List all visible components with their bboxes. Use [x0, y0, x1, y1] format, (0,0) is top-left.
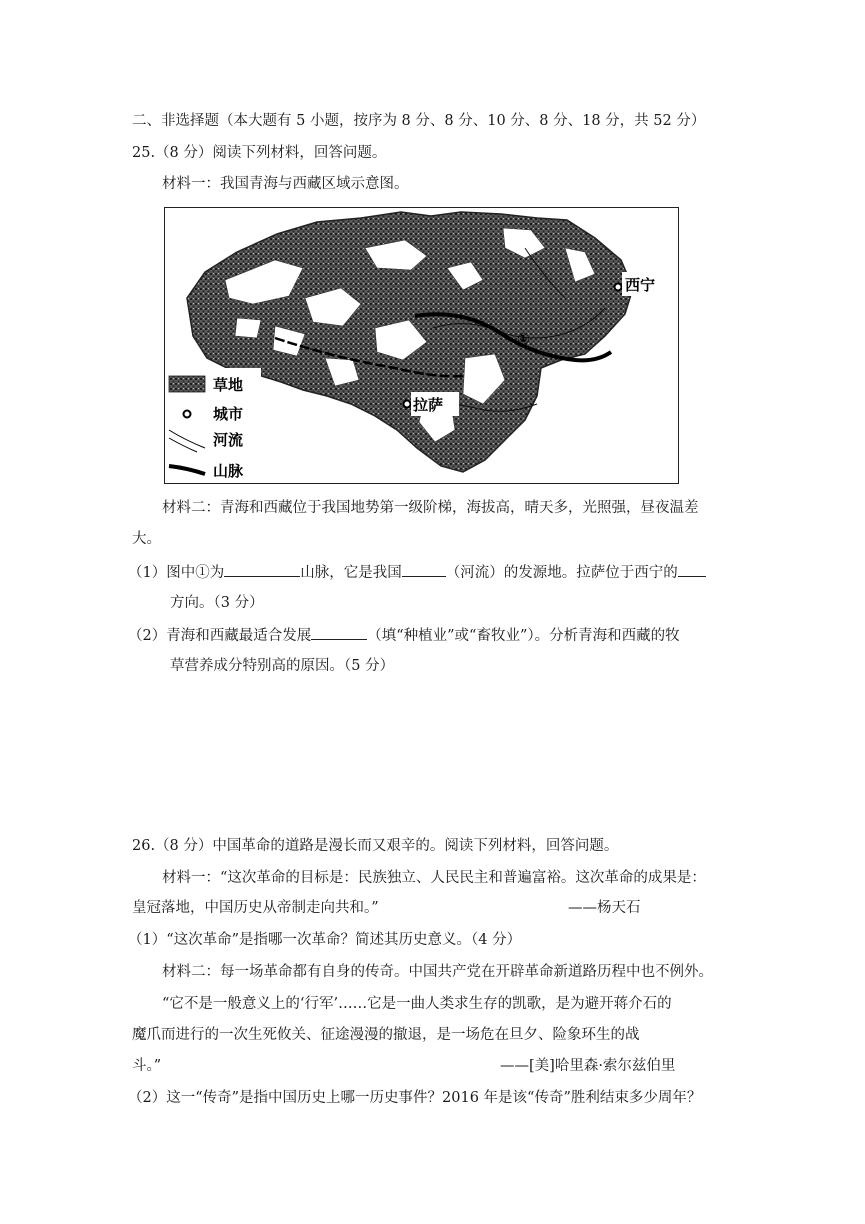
answer-blank-river[interactable]	[402, 562, 446, 577]
answer-blank-industry[interactable]	[311, 625, 367, 640]
q25-title: 25.（8 分）阅读下列材料，回答问题。	[132, 145, 387, 161]
answer-blank-mountain[interactable]	[224, 562, 300, 577]
qinghai-tibet-map	[164, 207, 679, 484]
q26-quote-source: ——[美]哈里森·索尔兹伯里	[500, 1058, 676, 1074]
section-heading: 二、非选择题（本大题有 5 小题，按序为 8 分、8 分、10 分、8 分、18 分，共 52 分）	[132, 113, 706, 129]
q25-sub1-line2: 方向。（3 分）	[170, 595, 264, 611]
legend-river-label: 河流	[213, 431, 244, 449]
answer-blank-direction[interactable]	[678, 562, 706, 577]
q26-sub2: （2）这一“传奇”是指中国历史上哪一历史事件？2016 年是该“传奇”胜利结束多少周年？	[128, 1090, 702, 1106]
lhasa-label: 拉萨	[413, 396, 444, 414]
q26-quote-line2: 魔爪而进行的一次生死攸关、征途漫漫的撤退，是一场危在旦夕、险象环生的战	[132, 1027, 640, 1043]
marker-1-label: ①	[517, 330, 530, 348]
q26-sub1: （1）“这次革命”是指哪一次革命？简述其历史意义。（4 分）	[128, 932, 522, 948]
city-dot-icon	[184, 411, 191, 418]
lhasa-city-dot	[404, 401, 411, 408]
q25-sub2-line2: 草营养成分特别高的原因。（5 分）	[170, 658, 395, 674]
grassland-swatch	[169, 376, 205, 392]
q25-sub2-line1: （2）青海和西藏最适合发展 （填“种植业”或“畜牧业”）。分析青海和西藏的牧	[128, 625, 680, 646]
xining-label: 西宁	[625, 276, 656, 294]
q26-material1-line1: 材料一：“这次革命的目标是：民族独立、人民民主和普遍富裕。这次革命的成果是：	[162, 870, 706, 886]
q26-material2-line1: 材料二：每一场革命都有自身的传奇。中国共产党在开辟革命新道路历程中也不例外。	[162, 964, 713, 980]
map-legend	[165, 368, 261, 483]
q25-material2-line1: 材料二：青海和西藏位于我国地势第一级阶梯，海拔高，晴天多，光照强，昼夜温差	[162, 500, 699, 516]
q25-material1: 材料一：我国青海与西藏区域示意图。	[162, 176, 409, 192]
q26-quote-line3: 斗。”	[132, 1058, 162, 1074]
q26-title: 26.（8 分）中国革命的道路是漫长而又艰辛的。阅读下列材料，回答问题。	[132, 838, 619, 854]
legend-grassland-label: 草地	[213, 376, 244, 394]
q26-material1-line2: 皇冠落地，中国历史从帝制走向共和。”	[132, 900, 379, 916]
xining-city-dot	[615, 284, 622, 291]
q26-material1-source: ——杨天石	[568, 900, 641, 916]
legend-city-label: 城市	[213, 405, 244, 423]
q25-material2-line2: 大。	[132, 531, 161, 547]
q26-quote-line1: “它不是一般意义上的‘行军’……它是一曲人类求生存的凯歌，是为避开蒋介石的	[162, 996, 672, 1012]
q25-sub1-line1: （1）图中①为 山脉，它是我国 （河流）的发源地。拉萨位于西宁的	[128, 562, 706, 583]
legend-mountain-label: 山脉	[213, 462, 244, 480]
